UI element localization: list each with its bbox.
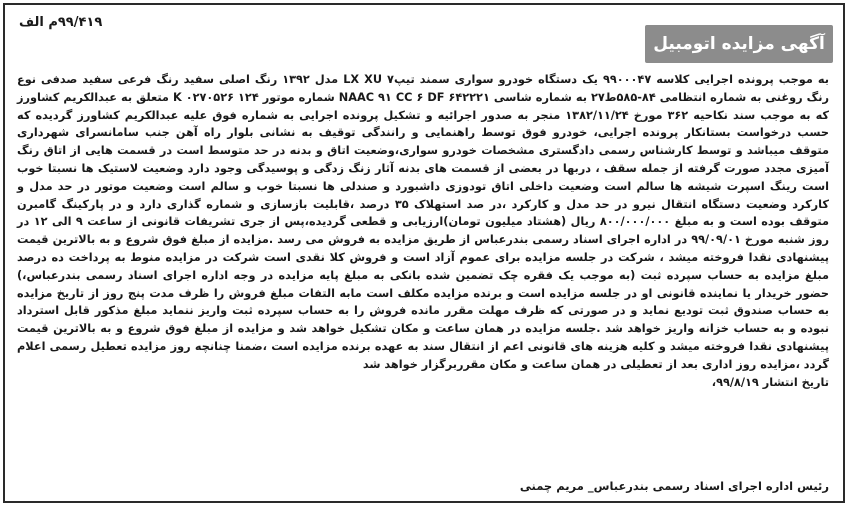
notice-body-paragraph: به موجب پرونده اجرایی کلاسه ۹۹۰۰۰۴۷ یک دستگاه خودرو سواری سمند تیپ۷ LX XU مدل ۱۳۹۲ رنگ اصلی سفید رنگ فرعی سفید صدفی نوع رنگ روغنی به شماره انتظامی ۸۴-۵۸۵ط۲۷ به شماره شاسی NAAC ۹۱ CC ۶ DF ۶۴۲۲۲۱ شماره موتور ۱۲۴ K ۰۲۷۰۵۲۶ متعلق به عبدالکریم کشاورز که به موجب سند نکاحیه ۳۶۲ مورخ ۱۳۸۲/۱۱/۲۴ منجر به صدور اجرائیه و تشکیل پرونده اجرایی به شماره فوق علیه عبدالکریم کشاورز گردیده که حسب درخواست بستانکار پرونده اجرایی، خودرو فوق توسط راهنمایی و رانندگی توقیف به نشانی بلوار راه آهن جنب سامانسرای شهرداری متوقف میباشد و توسط کارشناس رسمی دادگستری مشخصات خودرو سواری،وضعیت اتاق و بدنه در حد متوسط است در قسمت هایی از اتاق رنگ آمیزی مجدد صورت گرفته از جمله سقف ، دربها در بعضی از قسمت های بدنه آثار زنگ زدگی و پوسیدگی وجود دارد وضعیت لاستیک ها نسبتا خوب است رینگ اسپرت شیشه ها سالم است وضعیت داخلی اتاق تودوزی داشبورد و صندلی ها نسبتا خوب و سالم است وضعیت موتور در حد مدل و کارکرد وضعیت دستگاه انتقال نیرو در حد مدل و کارکرد ،در صد استهلاک ۳۵ درصد ،قابلیت بازسازی و شماره گذاری دارد و در پارکینگ گامبرن متوقف بوده است و به مبلغ ۸۰۰/۰۰۰/۰۰۰ ریال (هشتاد میلیون تومان)ارزیابی و قطعی گردیده،پس از جری تشریفات قانونی از ساعت ۹ الی ۱۲ در روز شنبه مورخ ۹۹/۰۹/۰۱ در اداره اجرای اسناد رسمی بندرعباس از طریق مزایده به فروش می رسد .مزایده از مبلغ فوق شروع و به بالاترین قیمت پیشنهادی نقدا فروخته میشد ، شرکت در جلسه مزایده برای عموم آزاد است و فروش کلا نقدی است شرکت در مزایده منوط به پرداخت ده درصد مبلغ مزایده به حساب سپرده ثبت (به موجب یک فقره چک تضمین شده بانکی به مبلغ پایه مزایده در وجه اداره اجرای اسناد رسمی بندرعباس،) حضور خریدار یا نماینده قانونی او در جلسه مزایده است و برنده مزایده مکلف است مابه التفات مبلغ فروش را ظرف مدت پنج روز از تاریخ مزایده به حساب صندوق ثبت تودیع نماید و در صورتی که ظرف مهلت مقرر مانده فروش را به حساب سپرده ثبت واریز ننماید مبلغ مذکور قابل استرداد نبوده و به حساب خزانه واریز خواهد شد .جلسه مزایده در همان ساعت و مکان تشکیل خواهد شد و مزایده از مبلغ فوق شروع و به بالاترین قیمت پیشنهادی نقدا فروخته میشد و کلیه هزینه های قانونی اعم از انتقال سند به عهده برنده مزایده است ،ضمنا چنانچه روز مزایده تعطیل رسمی اعلام گردد ،مزایده روز اداری بعد از تعطیلی در همان ساعت و مکان مقرربرگزار خواهد شد xyxy=(17,73,830,371)
notice-frame xyxy=(3,3,845,503)
notice-body xyxy=(17,71,829,391)
reference-number: ۹۹/۴۱۹م الف xyxy=(19,15,103,30)
signature-line: رئیس اداره اجرای اسناد رسمی بندرعباس_ مریم چمنی xyxy=(519,479,829,493)
publish-date: تاریخ انتشار ۹۹/۸/۱۹، xyxy=(711,375,829,389)
notice-title: آگهی مزایده اتومبیل xyxy=(645,25,833,63)
